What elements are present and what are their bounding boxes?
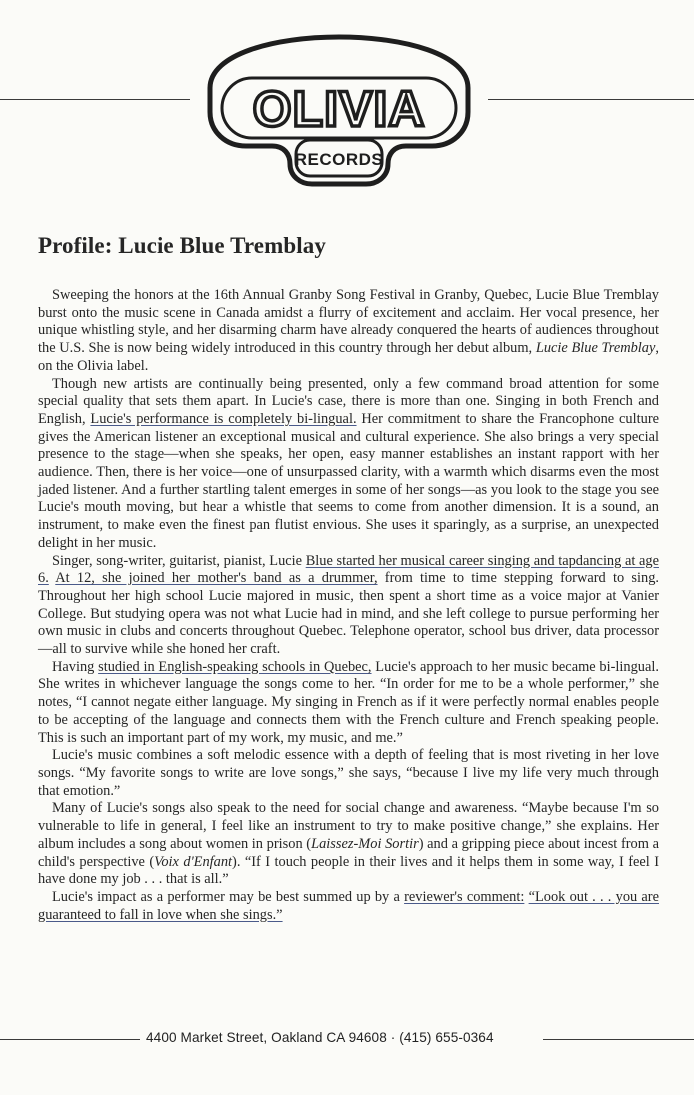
paragraph-text: Her commitment to share the Francophone culture gives the American listener an exceptional musical and cultural experience. She also brings a very special presence to the stage—when she speaks, her open, easy manner establishes an instant rapport with her audience. Then, there is her voice—one of unsurpassed clarity, with a warmth which disarms even the most jaded listener. And a further startling talent emerges in some of her songs—as you look to the stage you see Lucie's mouth moving, but hear a whistle that seems to come from another dimension. It is a sound, an instrument, to make even the finest pan flutist envious. She uses it sparingly, as a surprise, an unexpected delight in her music. <box>38 410 659 551</box>
article-paragraph <box>38 376 659 553</box>
article-paragraph <box>38 659 659 748</box>
paragraph-text: Having <box>52 658 99 675</box>
paragraph-text: Singer, song-writer, guitarist, pianist, Lucie <box>52 552 306 569</box>
italic-title: Laissez-Moi Sortir <box>311 835 419 852</box>
paragraph-text: ). “If I touch people in their lives and it helps them in some way, I feel I have done my job . . . that is all.” <box>38 853 659 888</box>
article-body <box>38 287 659 924</box>
footer <box>0 1029 694 1051</box>
olivia-records-logo <box>188 8 490 188</box>
paragraph-text: Lucie's music combines a soft melodic essence with a depth of feeling that is most riveting in her love songs. “My favorite songs to write are love songs,” she says, “because I live my life very much through that emotion.” <box>38 747 659 799</box>
underlined-passage: Blue started her musical career singing and tapdancing at age 6. <box>38 552 659 587</box>
article-paragraph <box>38 553 659 659</box>
footer-rule-left <box>0 1039 140 1040</box>
paragraph-text: Many of Lucie's songs also speak to the need for social change and awareness. “Maybe because I'm so vulnerable to life in general, I feel like an instrument to try to make positive change,” she explains. Her album includes a song about women in prison ( <box>38 800 659 852</box>
article-paragraph <box>38 889 659 924</box>
italic-title: Voix d'Enfant <box>154 853 233 870</box>
logo-subtitle: RECORDS <box>294 150 384 169</box>
article-paragraph <box>38 800 659 889</box>
paragraph-text: Lucie's approach to her music became bi-lingual. She writes in whichever language the songs come to her. “In order for me to be a whole performer,” she notes, “I cannot negate either language. My singing in French as if it were perfectly normal enables people to be accepting of the language and connects them with the French culture and French speaking people. This is such an important part of my work, my music, and me.” <box>38 658 659 746</box>
paragraph-text: , on the Olivia label. <box>38 340 659 374</box>
logo-graphic <box>188 8 490 188</box>
paragraph-text: Lucie's impact as a performer may be best summed up by a <box>52 888 405 905</box>
italic-title: Lucie Blue Tremblay <box>535 340 656 357</box>
underlined-passage: “Look out . . . you are guaranteed to fall in love when she sings.” <box>38 888 659 923</box>
footer-rule-right <box>543 1039 694 1040</box>
article-paragraph <box>38 747 659 800</box>
paragraph-text: from time to time stepping forward to sing. Throughout her high school Lucie majored in music, then spent a short time as a voice major at Vanier College. But studying opera was not what Lucie had in mind, and she left college to pursue performing her own music in clubs and concerts throughout Quebec. Telephone operator, school bus driver, data processor—all to survive while she honed her craft. <box>38 570 659 658</box>
page-title: Profile: Lucie Blue Tremblay <box>38 233 326 258</box>
underlined-passage: Lucie's performance is completely bi-lingual. <box>90 410 357 427</box>
logo-wordmark: OLIVIA <box>252 81 426 137</box>
paragraph-text: Though new artists are continually being presented, only a few command broad attention for some special quality that sets them apart. In Lucie's case, there is more than one. Singing in both French and English, <box>38 375 659 427</box>
header-rule-left <box>0 99 190 100</box>
article-paragraph <box>38 287 659 376</box>
paragraph-text: ) and a gripping piece about incest from a child's perspective ( <box>38 835 659 870</box>
underlined-passage: reviewer's comment: <box>404 888 525 905</box>
footer-address: 4400 Market Street, Oakland CA 94608 · (415) 655-0364 <box>146 1030 494 1045</box>
paragraph-text: Sweeping the honors at the 16th Annual Granby Song Festival in Granby, Quebec, Lucie Blue Tremblay burst onto the music scene in Canada amidst a flurry of excitement and acclaim. Her vocal presence, her unique whistling style, and her disarming charm have already conquered the hearts of audiences throughout the U.S. She is now being widely introduced in this country through her debut album, <box>38 287 659 357</box>
header-rule-right <box>488 99 694 100</box>
underlined-passage: At 12, she joined her mother's band as a drummer, <box>55 570 378 587</box>
underlined-passage: studied in English-speaking schools in Quebec, <box>98 658 372 675</box>
